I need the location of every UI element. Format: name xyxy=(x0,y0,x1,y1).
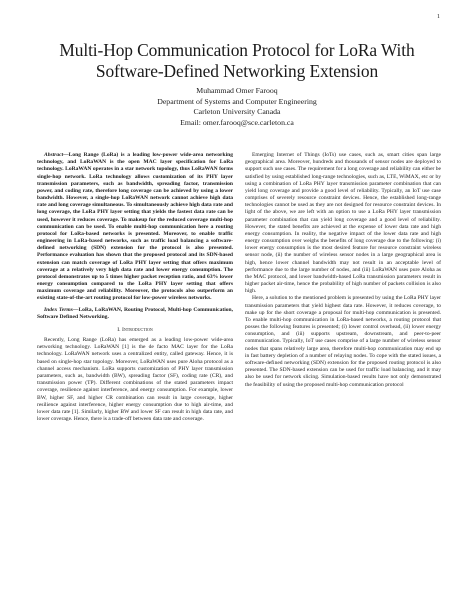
author-email: Email: omer.farooq@sce.carleton.ca xyxy=(180,117,294,127)
right-column xyxy=(245,152,441,389)
paper-title xyxy=(0,40,474,82)
index-terms xyxy=(37,307,233,321)
intro-paragraph-3: Here, a solution to the mentioned problem is presented by using the LoRa PHY layer transmission parameters that yield highest data rate. However, it reduces coverage, to make up for the short coverage a proposal for multi-hop communication is presented. To enable multi-hop communication in LoRa-based networks, a routing protocol that posses the following features is presented; (i) lower control overhead, (ii) lower energy consumption, and (iii) supports upstream, downstream, and peer-to-peer communication. Typically, IoT use cases comprise of a large number of wireless sensor nodes that spans relatively large area, therefore multi-hop communication may end up in fast battery depletion of a number of relaying nodes. To cope with the stated issues, a software-defined networking (SDN) extension for the proposed routing protocol is also presented. The SDN-based extension can be used for traffic load balancing, and it may also be used for network slicing. Simulation-based results have not only demonstrated the feasibility of using the proposed multi-hop communication protocol xyxy=(245,295,441,388)
left-column xyxy=(37,152,233,423)
section-heading-introduction: I. Introduction xyxy=(117,326,153,333)
index-terms-lead: Index Terms xyxy=(44,306,73,313)
title-line-1: Multi-Hop Communication Protocol for LoRa With xyxy=(59,40,415,60)
title-line-2: Software-Defined Networking Extension xyxy=(95,61,379,81)
abstract-text: —Long Range (LoRa) is a leading low-power wide-area networking technology, and LoRaWAN is the open MAC layer specification for LoRa technology. LoRaWAN operates in a star network topology, thus LoRaWAN forms single-hop network. LoRa technology allows customization of its PHY layer transmission parameters, such as bandwidth, spreading factor, transmission power, and coding rate, therefore long coverage can be achieved by using a lower bandwidth. However, a single-hop LoRaWAN network cannot achieve high data rate and long coverage simultaneous. To simultaneously achieve high data rate and long coverage, the LoRa PHY layer setting that yields the fastest data rate can be used, however it reduces coverage. To makeup for the reduced coverage multi-hop communication can be used. To enable multi-hop communication here a routing protocol for LoRa-based networks is presented. Moreover, to enable traffic engineering in LoRa-based networks, such as traffic load balancing a software-defined networking (SDN) extension for the protocol is also presented. Performance evaluation has shown that the proposed protocol and its SDN-based extension can match coverage of LoRa PHY layer setting that offers maximum coverage at a relatively very high data rate and lower energy consumption. The protocol demonstrates up to 5 times higher packet reception ratio, and 63% lower energy consumption compared to the LoRa PHY layer setting that offers maximum coverage and reliability. Moreover, the protocols also outperform an existing state-of-the-art routing protocol for low-power wireless networks. xyxy=(37,152,233,302)
author-department: Department of Systems and Computer Engineering xyxy=(157,96,317,106)
abstract-lead: Abstract xyxy=(44,152,64,158)
index-terms-text: —LoRa, LoRaWAN, Routing Protocol, Multi-hop Communication, Software Defined Networking. xyxy=(37,306,233,320)
author-name: Muhammad Omer Farooq xyxy=(196,86,278,95)
intro-paragraph-2: Emerging Internet of Things (IoTs) use cases, such as, smart cities span large geographical area. Moreover, hundreds and thousands of sensor nodes are deployed to support such use cases. The requirement for a long coverage and reliability can either be satisfied by using established long-range technologies, such as, LTE, WiMAX, etc or by using a combination of LoRa PHY layer transmission parameter combination that can yield long coverage and provide a good level of reliability. Typically, an IoT use case comprises of severely resource constraint devices. Hence, the established long-range technologies cannot be used as they are not designed for resource constraint devices. In light of the above, we are left with an option to use a LoRa PHY layer transmission parameter combination that can yield long coverage and a good level of reliability. However, the stated benefits are achieved at the expense of lower data rate and high energy consumption. In reality, the negative impact of the lower data rate and high energy consumption over weighs the benefits of long coverage due to the following: (i) lower energy consumption is the most desired feature for resource constraint wireless sensor node, (ii) the number of wireless sensor nodes in a large geographical area is high, hence lower channel bandwidth may not result in an acceptable level of performance due to the large number of nodes, and (iii) LoRaWAN uses pure Aloha as the MAC protocol, and lower bandwidth-based LoRa transmission parameters result in higher packet air-time, hence the probability of high number of packets collision is also high. xyxy=(245,152,441,295)
intro-paragraph-1: Recently, Long Range (LoRa) has emerged as a leading low-power wide-area networking technology. LoRaWAN [1] is the de facto MAC layer for the LoRa technology. LoRaWAN network uses a centralized entity, called gateway. Hence, it is based on single-hop star topology. Moreover, LoRaWAN uses pure Aloha protocol as a channel access mechanism. LoRa supports customization of PHY layer transmission parameters, such as, bandwidth (BW), spreading factor (SF), coding rate (CR), and transmission power (TP). Different combinations of the stated parameters impact coverage, resilience against interference, and energy consumption. For example, lower BW, higher SF, and higher CR combination can result in large coverage, higher resilience against interference, higher energy consumption due to high air-time, and lower data rate [1]. Similarly, higher BW and lower SF can result in high data rate, and lower coverage. Hence, there is a trade-off between data rate and coverage. xyxy=(37,337,233,423)
author-university: Carleton University Canada xyxy=(193,107,281,117)
abstract xyxy=(37,152,233,303)
page-number: 1 xyxy=(437,14,440,20)
author-block xyxy=(0,86,474,128)
